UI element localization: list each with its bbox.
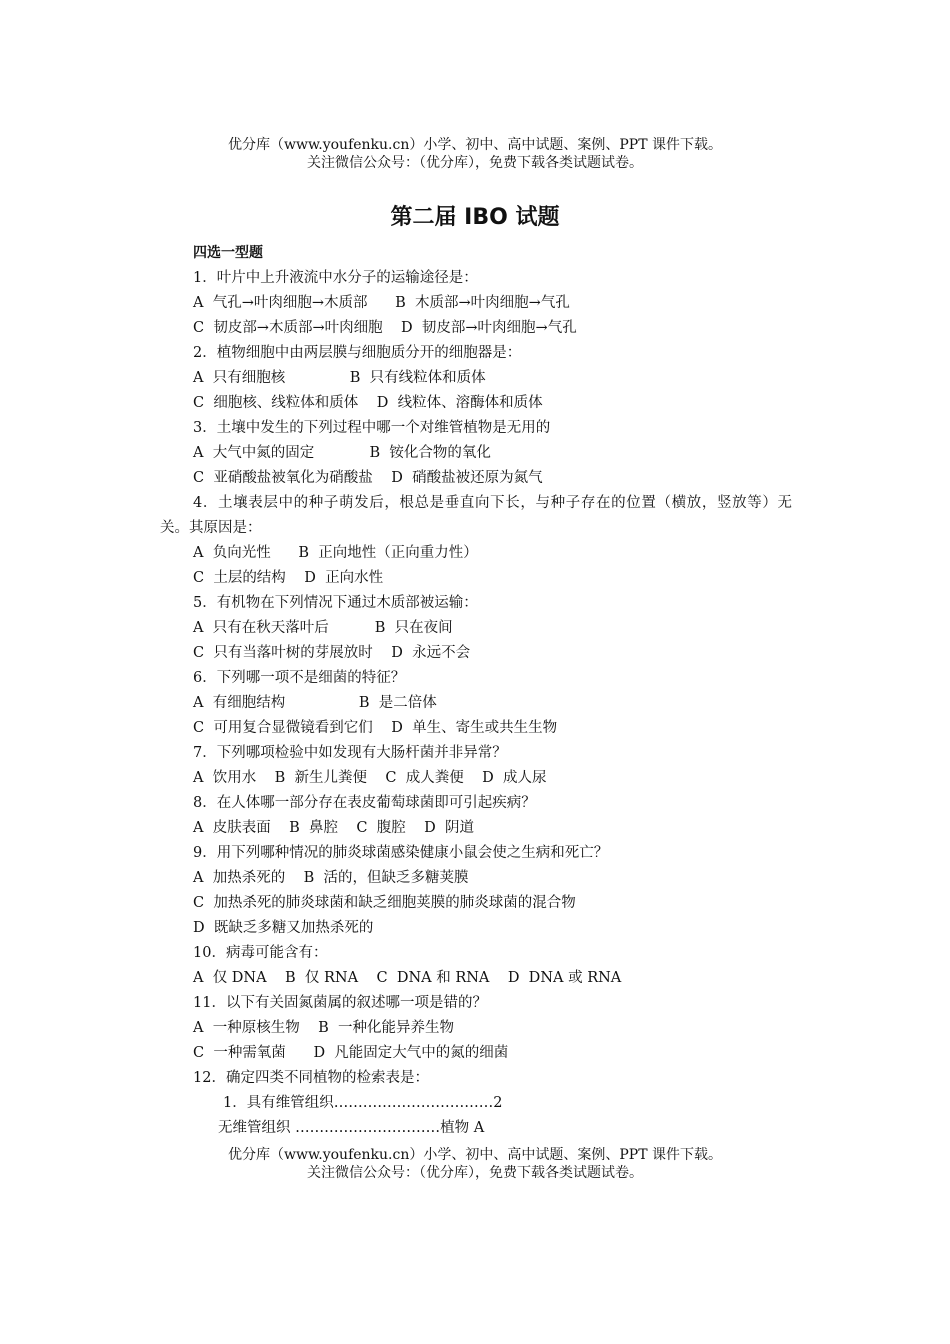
question-3: 3．土壤中发生的下列过程中哪一个对维管植物是无用的 <box>193 420 551 436</box>
options-3b: C 亚硝酸盐被氧化为硝酸盐 D 硝酸盐被还原为氮气 <box>193 470 543 486</box>
options-11b: C 一种需氧菌 D 凡能固定大气中的氮的细菌 <box>193 1045 509 1061</box>
options-2a: A 只有细胞核 B 只有线粒体和质体 <box>193 370 486 386</box>
question-7: 7．下列哪项检验中如发现有大肠杆菌并非异常？ <box>193 745 507 761</box>
header-line-2: 关注微信公众号：（优分库），免费下载各类试题试卷。 <box>307 155 643 171</box>
question-11: 11．以下有关固氮菌属的叙述哪一项是错的？ <box>193 995 487 1011</box>
options-11a: A 一种原核生物 B 一种化能异养生物 <box>193 1020 454 1036</box>
options-1a: A 气孔→叶肉细胞→木质部 B 木质部→叶肉细胞→气孔 <box>193 295 570 311</box>
question-list <box>160 241 792 1141</box>
page-footer <box>0 1146 950 1182</box>
section-heading: 四选一型题 <box>193 245 263 261</box>
question-1: 1．叶片中上升液流中水分子的运输途径是： <box>193 270 478 286</box>
options-2b: C 细胞核、线粒体和质体 D 线粒体、溶酶体和质体 <box>193 395 543 411</box>
options-4b: C 土层的结构 D 正向水性 <box>193 570 384 586</box>
question-6: 6．下列哪一项不是细菌的特征？ <box>193 670 406 686</box>
options-5b: C 只有当落叶树的芽展放时 D 永远不会 <box>193 645 471 661</box>
question-4: 4．土壤表层中的种子萌发后，根总是垂直向下长，与种子存在的位置（横放，竖放等）无关。其原因是： <box>160 495 792 536</box>
question-10: 10．病毒可能含有： <box>193 945 328 961</box>
key-line-2: 无维管组织 …………………………植物 A <box>218 1120 485 1136</box>
options-7a: A 饮用水 B 新生儿粪便 C 成人粪便 D 成人尿 <box>193 770 547 786</box>
options-9a: A 加热杀死的 B 活的，但缺乏多糖荚膜 <box>193 870 469 886</box>
options-10a: A 仅 DNA B 仅 RNA C DNA 和 RNA D DNA 或 RNA <box>193 970 622 986</box>
page-title: 第二届 IBO 试题 <box>390 205 560 230</box>
options-5a: A 只有在秋天落叶后 B 只在夜间 <box>193 620 453 636</box>
options-9b: C 加热杀死的肺炎球菌和缺乏细胞荚膜的肺炎球菌的混合物 <box>193 895 576 911</box>
page-header <box>0 136 950 172</box>
question-8: 8．在人体哪一部分存在表皮葡萄球菌即可引起疾病？ <box>193 795 536 811</box>
question-2: 2．植物细胞中由两层膜与细胞质分开的细胞器是： <box>193 345 522 361</box>
question-9: 9．用下列哪种情况的肺炎球菌感染健康小鼠会使之生病和死亡？ <box>193 845 609 861</box>
question-5: 5．有机物在下列情况下通过木质部被运输： <box>193 595 478 611</box>
options-6a: A 有细胞结构 B 是二倍体 <box>193 695 437 711</box>
footer-line-1: 优分库（www.youfenku.cn）小学、初中、高中试题、案例、PPT 课件下载。 <box>227 1147 722 1163</box>
options-8a: A 皮肤表面 B 鼻腔 C 腹腔 D 阴道 <box>193 820 475 836</box>
header-line-1: 优分库（www.youfenku.cn）小学、初中、高中试题、案例、PPT 课件下载。 <box>227 137 722 153</box>
question-12: 12．确定四类不同植物的检索表是： <box>193 1070 429 1086</box>
options-6b: C 可用复合显微镜看到它们 D 单生、寄生或共生生物 <box>193 720 558 736</box>
options-9c: D 既缺乏多糖又加热杀死的 <box>193 920 374 936</box>
footer-line-2: 关注微信公众号：（优分库），免费下载各类试题试卷。 <box>307 1165 643 1181</box>
options-4a: A 负向光性 B 正向地性（正向重力性） <box>193 545 478 561</box>
options-3a: A 大气中氮的固定 B 铵化合物的氧化 <box>193 445 491 461</box>
options-1b: C 韧皮部→木质部→叶肉细胞 D 韧皮部→叶肉细胞→气孔 <box>193 320 577 336</box>
key-line-1: 1．具有维管组织……………………………2 <box>223 1095 503 1111</box>
